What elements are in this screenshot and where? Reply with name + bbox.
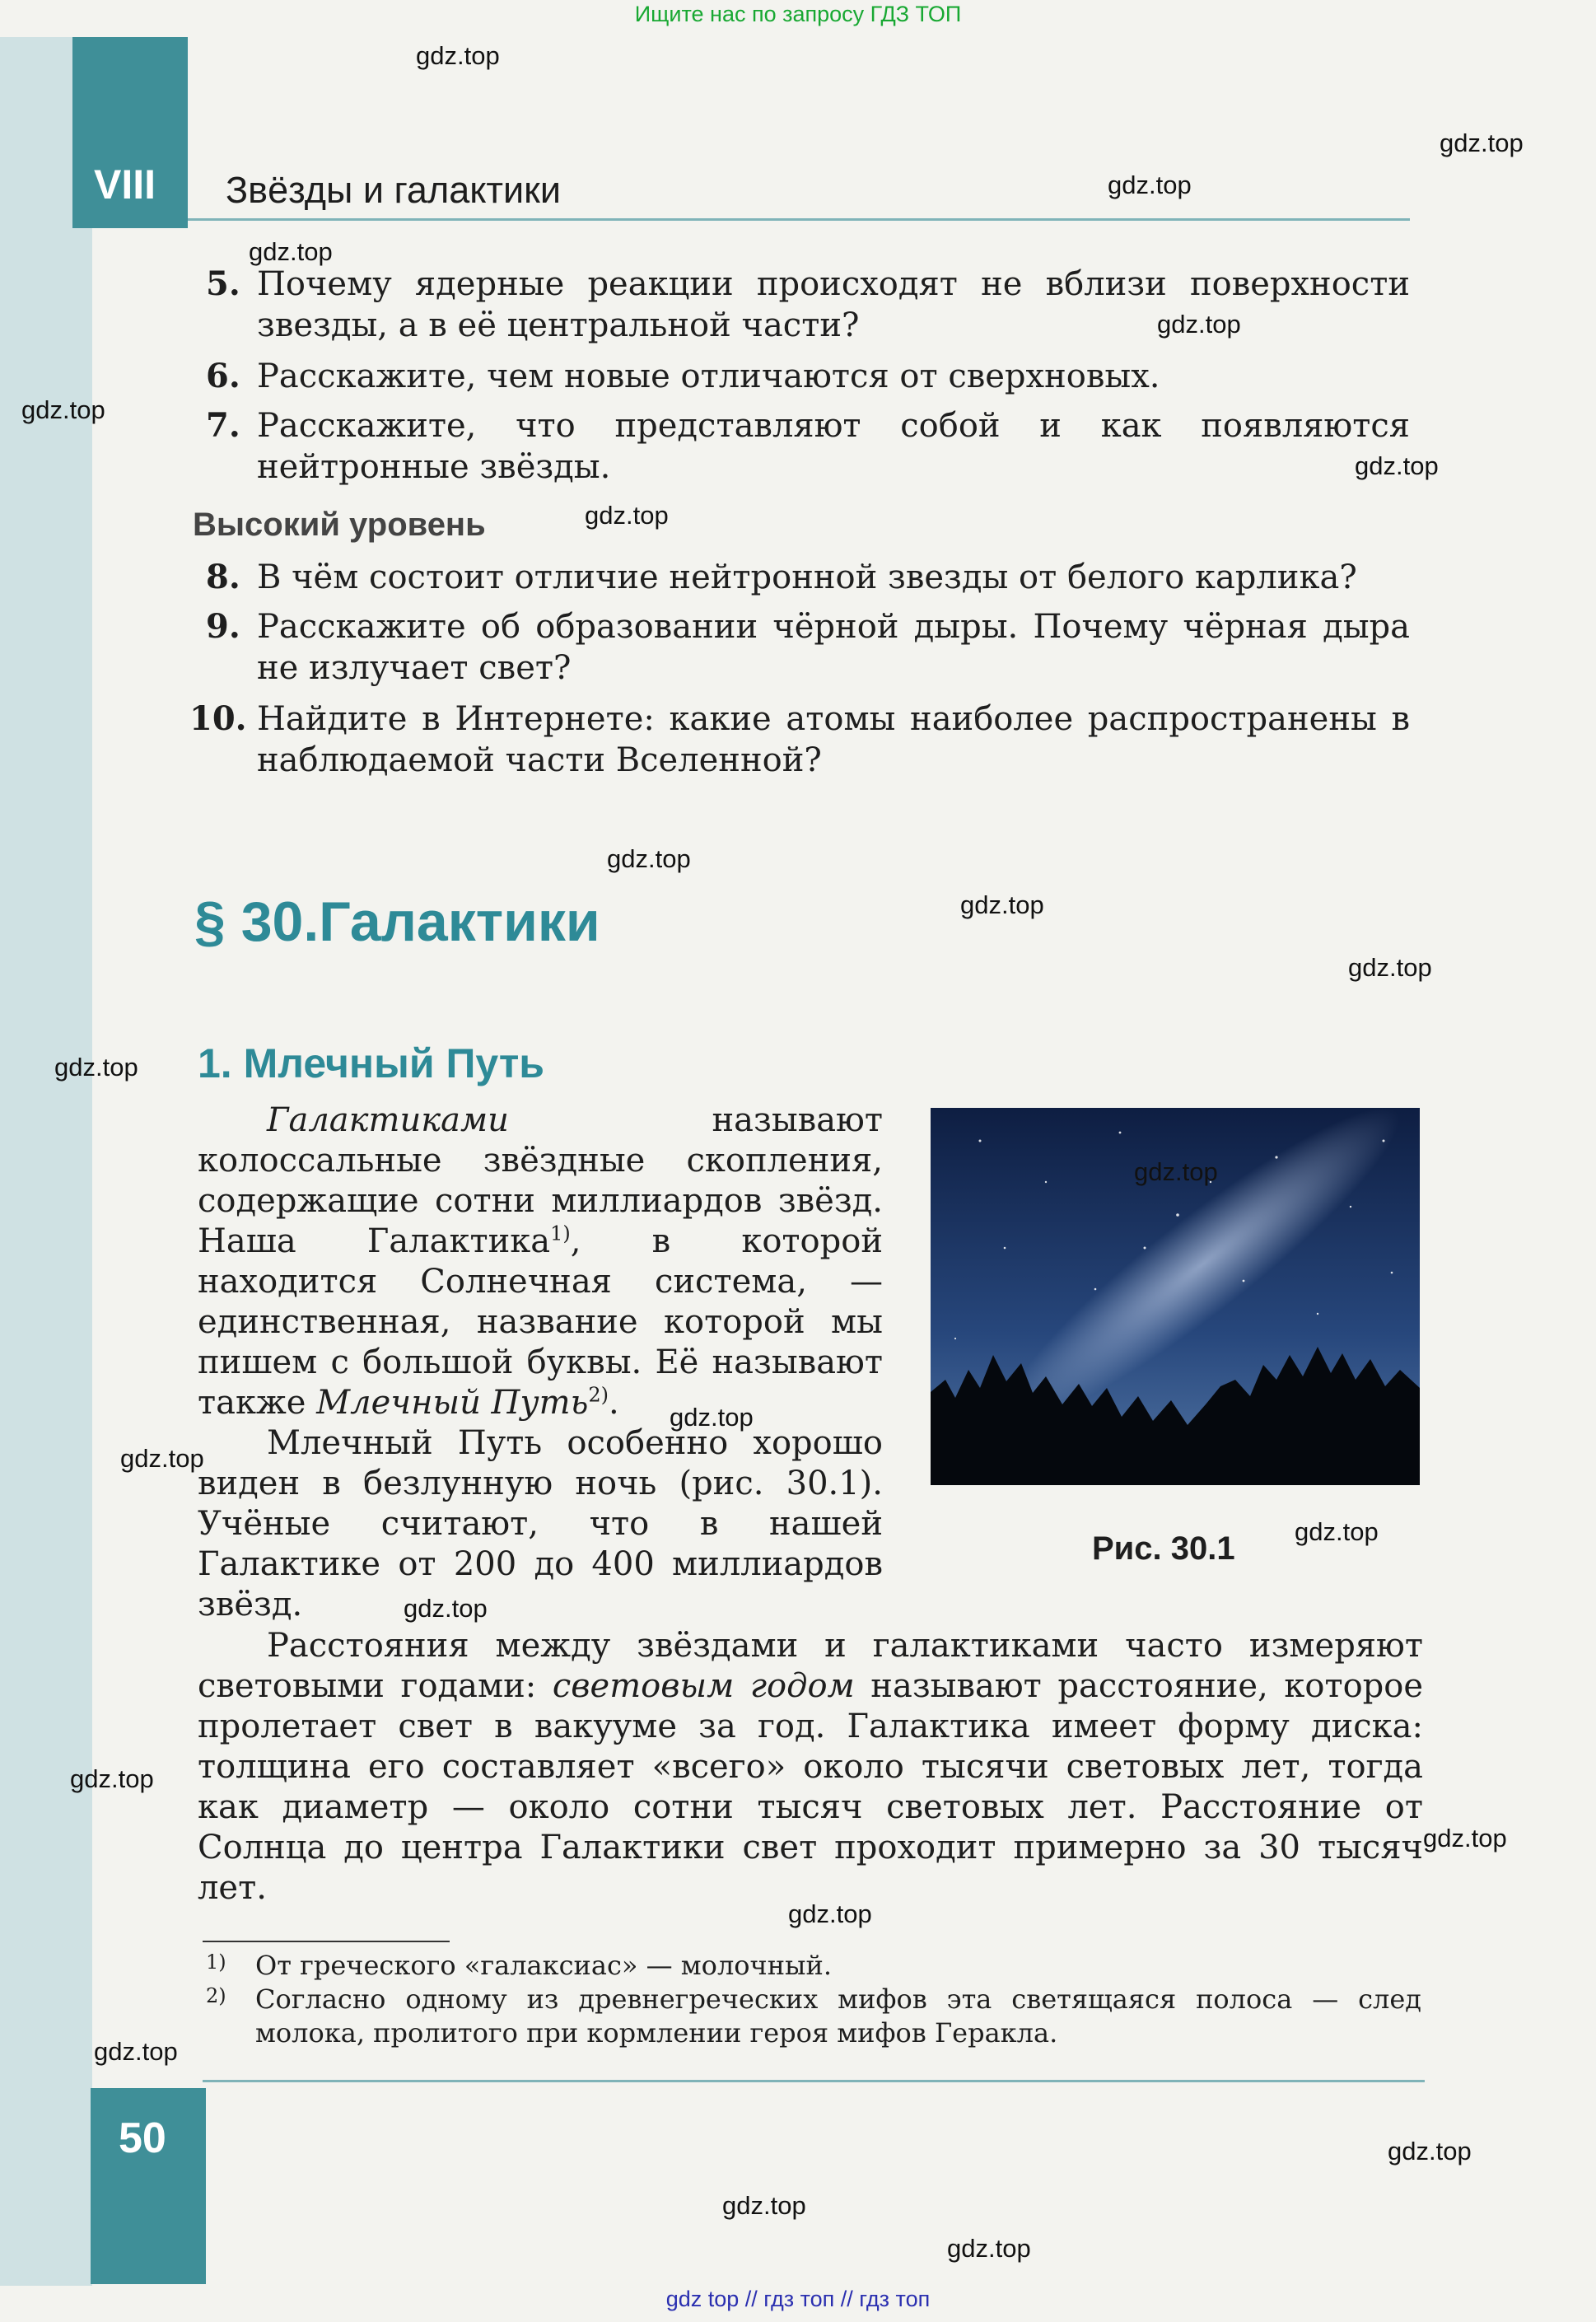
footnote-mark: 1) — [206, 1951, 226, 1974]
chapter-title: Звёзды и галактики — [226, 169, 561, 211]
level-title: Высокий уровень — [193, 507, 486, 543]
page-number: 50 — [119, 2114, 166, 2162]
question-number: 10. — [189, 699, 247, 738]
body-text-left — [198, 1100, 883, 1625]
question-text: Найдите в Интернете: какие атомы наиболее распространены в наблюдаемой части Вселенной? — [257, 700, 1410, 779]
body-text-full — [198, 1626, 1423, 1909]
watermark: gdz.top — [585, 501, 669, 530]
watermark: gdz.top — [1134, 1157, 1218, 1186]
question-number: 7. — [206, 406, 240, 445]
footnote-mark: 2) — [206, 1984, 226, 2007]
watermark: gdz.top — [947, 2234, 1031, 2263]
term-light-year: световым годом — [552, 1667, 855, 1705]
footnote-text: Согласно одному из древнегреческих мифов эта светящаяся полоса — след молока, пролитого при кормлении героя мифов Геракла. — [255, 1983, 1421, 2049]
question-text: Расскажите, что представляют собой и как появляются нейтронные звёзды. — [257, 407, 1410, 486]
watermark: gdz.top — [94, 2037, 178, 2066]
chapter-tab — [72, 37, 188, 228]
watermark: gdz.top — [70, 1764, 154, 1793]
watermark: gdz.top — [788, 1899, 872, 1928]
watermark: gdz.top — [1295, 1517, 1379, 1546]
watermark: gdz.top — [1348, 953, 1432, 982]
footnote-rule — [203, 1941, 450, 1942]
header-rule — [188, 218, 1410, 221]
term-milky-way: Млечный Путь — [316, 1384, 589, 1422]
watermark: gdz.top — [1388, 2137, 1472, 2165]
question-text: Почему ядерные реакции происходят не вблизи поверхности звезды, а в её центральной части? — [257, 265, 1410, 344]
watermark: gdz.top — [1157, 310, 1241, 339]
footnote-ref-2[interactable]: 2) — [588, 1383, 609, 1407]
question-8 — [206, 557, 1410, 598]
question-text: Расскажите об образовании чёрной дыры. Почему чёрная дыра не излучает свет? — [257, 608, 1410, 687]
question-number: 6. — [206, 357, 240, 395]
watermark: gdz.top — [1440, 128, 1524, 157]
question-number: 8. — [206, 558, 240, 596]
figure-caption: Рис. 30.1 — [1092, 1530, 1235, 1567]
subsection-title: 1. Млечный Путь — [198, 1040, 545, 1086]
watermark: gdz.top — [670, 1403, 754, 1432]
watermark: gdz.top — [54, 1053, 138, 1082]
watermark: gdz.top — [607, 844, 691, 873]
question-10 — [189, 698, 1410, 781]
page-sidebar — [0, 37, 92, 2286]
top-notice: Ищите нас по запросу ГДЗ ТОП — [634, 2, 962, 26]
question-number: 5. — [206, 264, 240, 303]
footer-rule — [203, 2080, 1425, 2082]
watermark: gdz.top — [21, 395, 105, 424]
bottom-notice: gdz top // гдз топ // гдз топ — [665, 2287, 931, 2311]
question-text: Расскажите, чем новые отличаются от сверхновых. — [257, 357, 1160, 395]
watermark: gdz.top — [1355, 451, 1439, 480]
paragraph-galaxies: Галактиками называют колоссальные звёздные скопления, содержащие сотни миллиардов звёзд. Наша Галактика$^{1)}$, в которой находится Солнечная система, — единственная, название которой мы пишем с большой буквы. Её называют также Млечный Путь$^{2)}$. — [198, 1101, 883, 1422]
watermark: gdz.top — [249, 237, 333, 266]
question-text: В чём состоит отличие нейтронной звезды от белого карлика? — [257, 558, 1357, 596]
paragraph-visibility: Млечный Путь особенно хорошо виден в безлунную ночь (рис. 30.1). Учёные считают, что в нашей Галактике от 200 до 400 миллиардов звёзд. — [198, 1424, 883, 1624]
watermark: gdz.top — [1423, 1824, 1507, 1852]
footnote-ref-1[interactable]: 1) — [550, 1222, 571, 1245]
question-9 — [206, 606, 1410, 689]
question-7 — [206, 405, 1410, 488]
footnote-text: От греческого «галаксиас» — молочный. — [255, 1950, 832, 1981]
term-galaxies: Галактиками — [267, 1101, 509, 1139]
watermark: gdz.top — [416, 41, 500, 70]
watermark: gdz.top — [120, 1444, 204, 1473]
watermark: gdz.top — [404, 1594, 488, 1623]
footnote-2 — [206, 1983, 1421, 2050]
chapter-number: VIII — [94, 161, 156, 208]
question-number: 9. — [206, 607, 240, 646]
watermark: gdz.top — [1108, 171, 1192, 199]
watermark: gdz.top — [722, 2191, 806, 2220]
section-title: § 30.Галактики — [194, 890, 600, 953]
watermark: gdz.top — [960, 890, 1044, 919]
paragraph-light-year: Расстояния между звёздами и галактиками часто измеряют световыми годами: световым годом называют расстояние, которое пролетает свет в вакууме за год. Галактика имеет форму диска: толщина его составляет «всего» около тысячи световых лет, тогда как диаметр — около сотни тысяч световых лет. Расстояние от Солнца до центра Галактики свет проходит примерно за 30 тысяч лет. — [198, 1627, 1424, 1907]
question-6 — [206, 356, 1410, 397]
footnote-1 — [206, 1949, 1421, 1983]
